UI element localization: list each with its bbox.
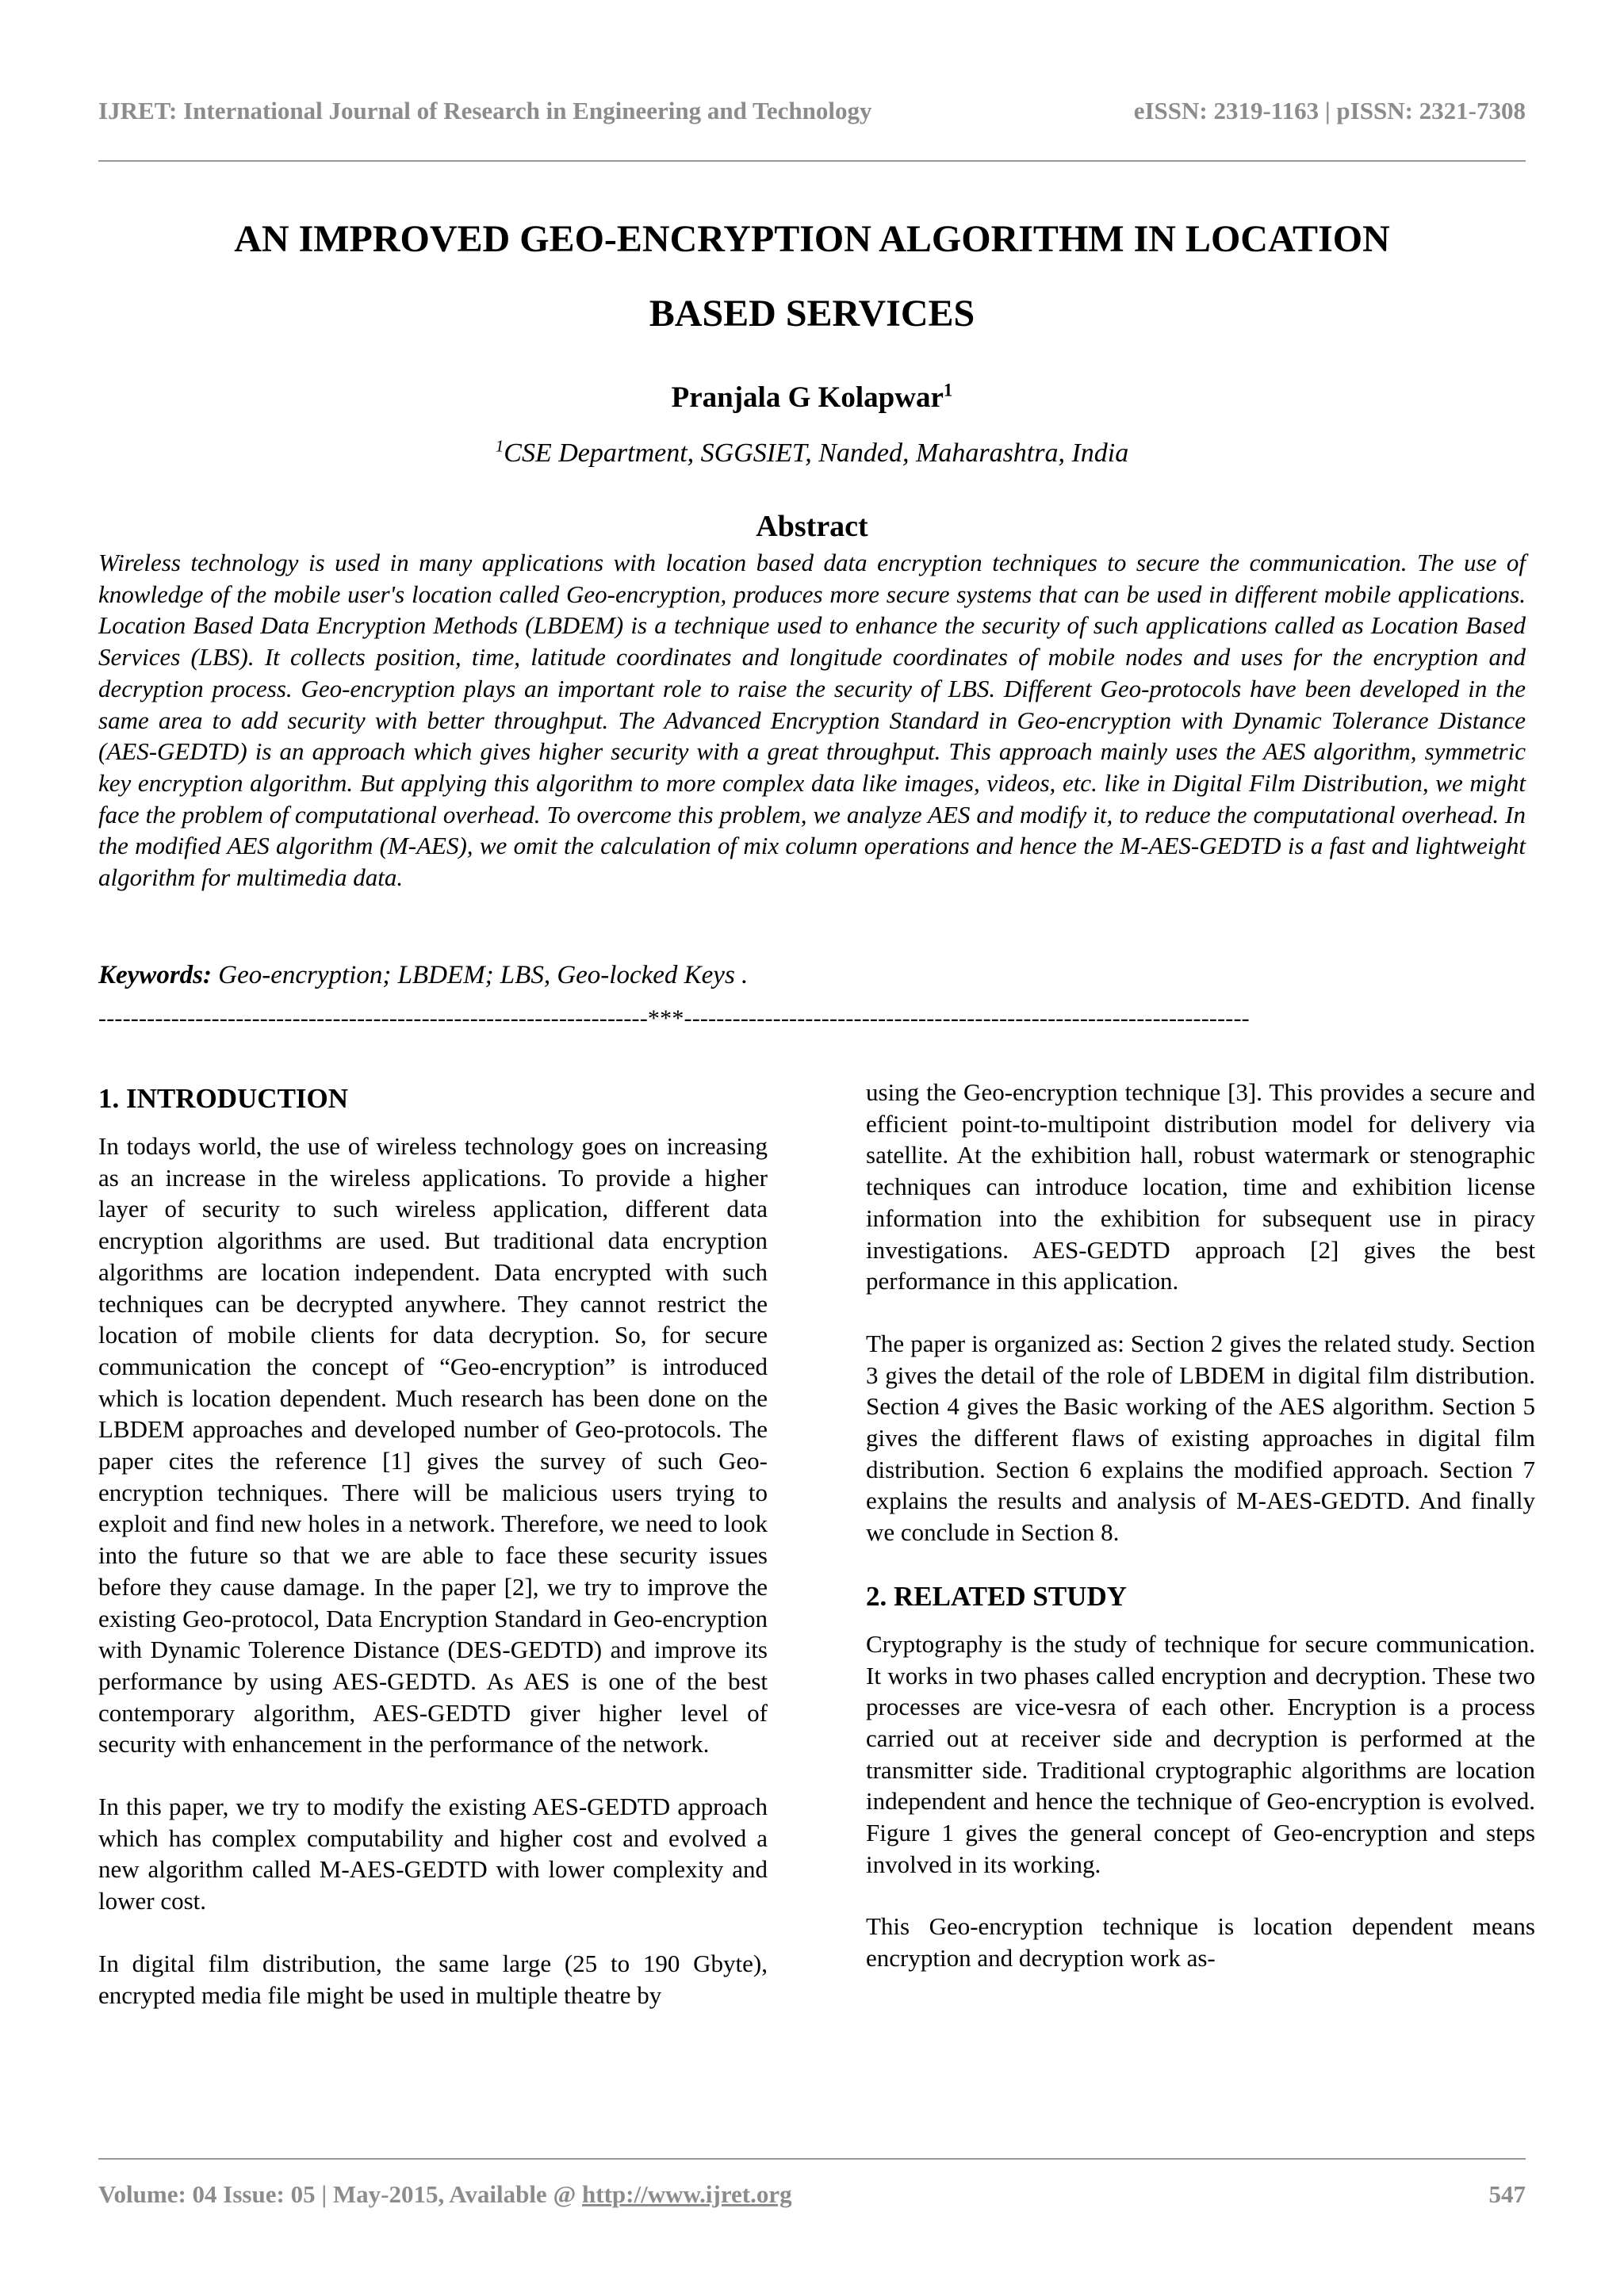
introduction-paragraph-3: In digital film distribution, the same large (25 to 190 Gbyte), encrypted media file might be used in multiple theatre by [98, 1949, 768, 2009]
volume-text: Volume: 04 Issue: 05 | May-2015, Available @ [98, 2180, 583, 2208]
affiliation-superscript: 1 [495, 436, 504, 456]
right-paragraph-1: using the Geo-encryption technique [3]. This provides a secure and efficient point-to-multipoint distribution model for delivery via satellite. At the exhibition hall, robust watermark or stenographic techniques can introduce location, time and exhibition license information into the exhibition for subsequent use in piracy investigations. AES-GEDTD approach [2] gives the best performance in this application. [866, 1078, 1535, 1295]
abstract-body: Wireless technology is used in many applications with location based data encryption techniques to secure the communication. The use of knowledge of the mobile user's location called Geo-encryption, produces more secure systems that can be used in different mobile applications. Location Based Data Encryption Methods (LBDEM) is a technique used to enhance the security of such applications called as Location Based Services (LBS). It collects position, time, latitude coordinates and longitude coordinates of mobile nodes and uses for the encryption and decryption process. Geo-encryption plays an important role to raise the security of LBS. Different Geo-protocols have been developed in the same area to add security with better throughput. The Advanced Encryption Standard in Geo-encryption with Dynamic Tolerance Distance (AES-GEDTD) is an approach which gives higher security with a great throughput. This approach mainly uses the AES algorithm, symmetric key encryption algorithm. But applying this algorithm to more complex data like images, videos, etc. like in Digital Film Distribution, we might face the problem of computational overhead. To overcome this problem, we analyze AES and modify it, to reduce the computational overhead. In the modified AES algorithm (M-AES), we omit the calculation of mix column operations and hence the M-AES-GEDTD is a fast and lightweight algorithm for multimedia data. [98, 549, 1526, 892]
header-rule [98, 160, 1526, 162]
keywords [98, 961, 1526, 990]
page-number: 547 [1488, 2180, 1526, 2208]
related-study-heading: 2. RELATED STUDY [866, 1580, 1127, 1612]
keywords-text: Geo-encryption; LBDEM; LBS, Geo-locked Keys . [212, 961, 749, 989]
related-study-paragraph-1: Cryptography is the study of technique for secure communication. It works in two phases called encryption and decryption. These two processes are vice-vesra of each other. Encryption is a process carried out at receiver side and decryption is performed at the transmitter side. Traditional cryptographic algorithms are location independent and hence the technique of Geo-encryption is evolved. Figure 1 gives the general concept of Geo-encryption and steps involved in its working. [866, 1629, 1535, 1878]
abstract-heading: Abstract [756, 510, 868, 543]
paper-title [98, 202, 1526, 351]
left-column [98, 1070, 768, 2042]
related-study-paragraph-2: This Geo-encryption technique is location dependent means encryption and decryption work as- [866, 1912, 1535, 1973]
affiliation-text: CSE Department, SGGSIET, Nanded, Maharashtra, India [504, 438, 1129, 468]
author [98, 381, 1526, 415]
section-separator: --------------------------------------------------------------------***---------------------------------------------------------------------- [98, 1005, 1250, 1031]
introduction-paragraph-1: In todays world, the use of wireless technology goes on increasing as an increase in the wireless applications. To provide a higher layer of security to such wireless application, different data encryption algorithms are used. But traditional data encryption algorithms are location independent. Data encrypted with such techniques can be decrypted anywhere. They cannot restrict the location of mobile clients for data decryption. So, for secure communication the concept of “Geo-encryption” is introduced which is location dependent. Much research has been done on the LBDEM approaches and developed number of Geo-protocols. The paper cites the reference [1] gives the survey of such Geo-encryption techniques. There will be malicious users trying to exploit and find new holes in a network. Therefore, we need to look into the future so that we are able to face these security issues before they cause damage. In the paper [2], we try to improve the existing Geo-protocol, Data Encryption Standard in Geo-encryption with Dynamic Tolerence Distance (DES-GEDTD) and improve its performance by using AES-GEDTD. As AES is one of the best contemporary algorithm, AES-GEDTD giver higher level of security with enhancement in the performance of the network. [98, 1132, 768, 1758]
introduction-paragraph-2: In this paper, we try to modify the existing AES-GEDTD approach which has complex computability and higher cost and evolved a new algorithm called M-AES-GEDTD with lower complexity and lower cost. [98, 1793, 768, 1915]
right-paragraph-2: The paper is organized as: Section 2 gives the related study. Section 3 gives the detail of the role of LBDEM in digital film distribution. Section 4 gives the Basic working of the AES algorithm. Section 5 gives the different flaws of existing approaches in digital film distribution. Section 6 explains the modified approach. Section 7 explains the results and analysis of M-AES-GEDTD. And finally we conclude in Section 8. [866, 1329, 1535, 1547]
title-line-1: AN IMPROVED GEO-ENCRYPTION ALGORITHM IN LOCATION [234, 218, 1390, 260]
affiliation [98, 438, 1526, 469]
author-name: Pranjala G Kolapwar [671, 381, 944, 414]
right-column [866, 1077, 1535, 2005]
journal-link[interactable]: http://www.ijret.org [582, 2180, 792, 2208]
running-footer [98, 2180, 1526, 2220]
running-header [98, 97, 1526, 136]
volume-info [98, 2180, 792, 2209]
title-line-2: BASED SERVICES [649, 293, 975, 335]
footer-rule [98, 2158, 1526, 2160]
keywords-label: Keywords: [98, 961, 212, 989]
author-superscript: 1 [943, 380, 953, 400]
journal-name: IJRET: International Journal of Research in Engineering and Technology [98, 97, 872, 124]
issn-numbers: eISSN: 2319-1163 | pISSN: 2321-7308 [1133, 97, 1526, 124]
introduction-heading: 1. INTRODUCTION [98, 1083, 349, 1114]
